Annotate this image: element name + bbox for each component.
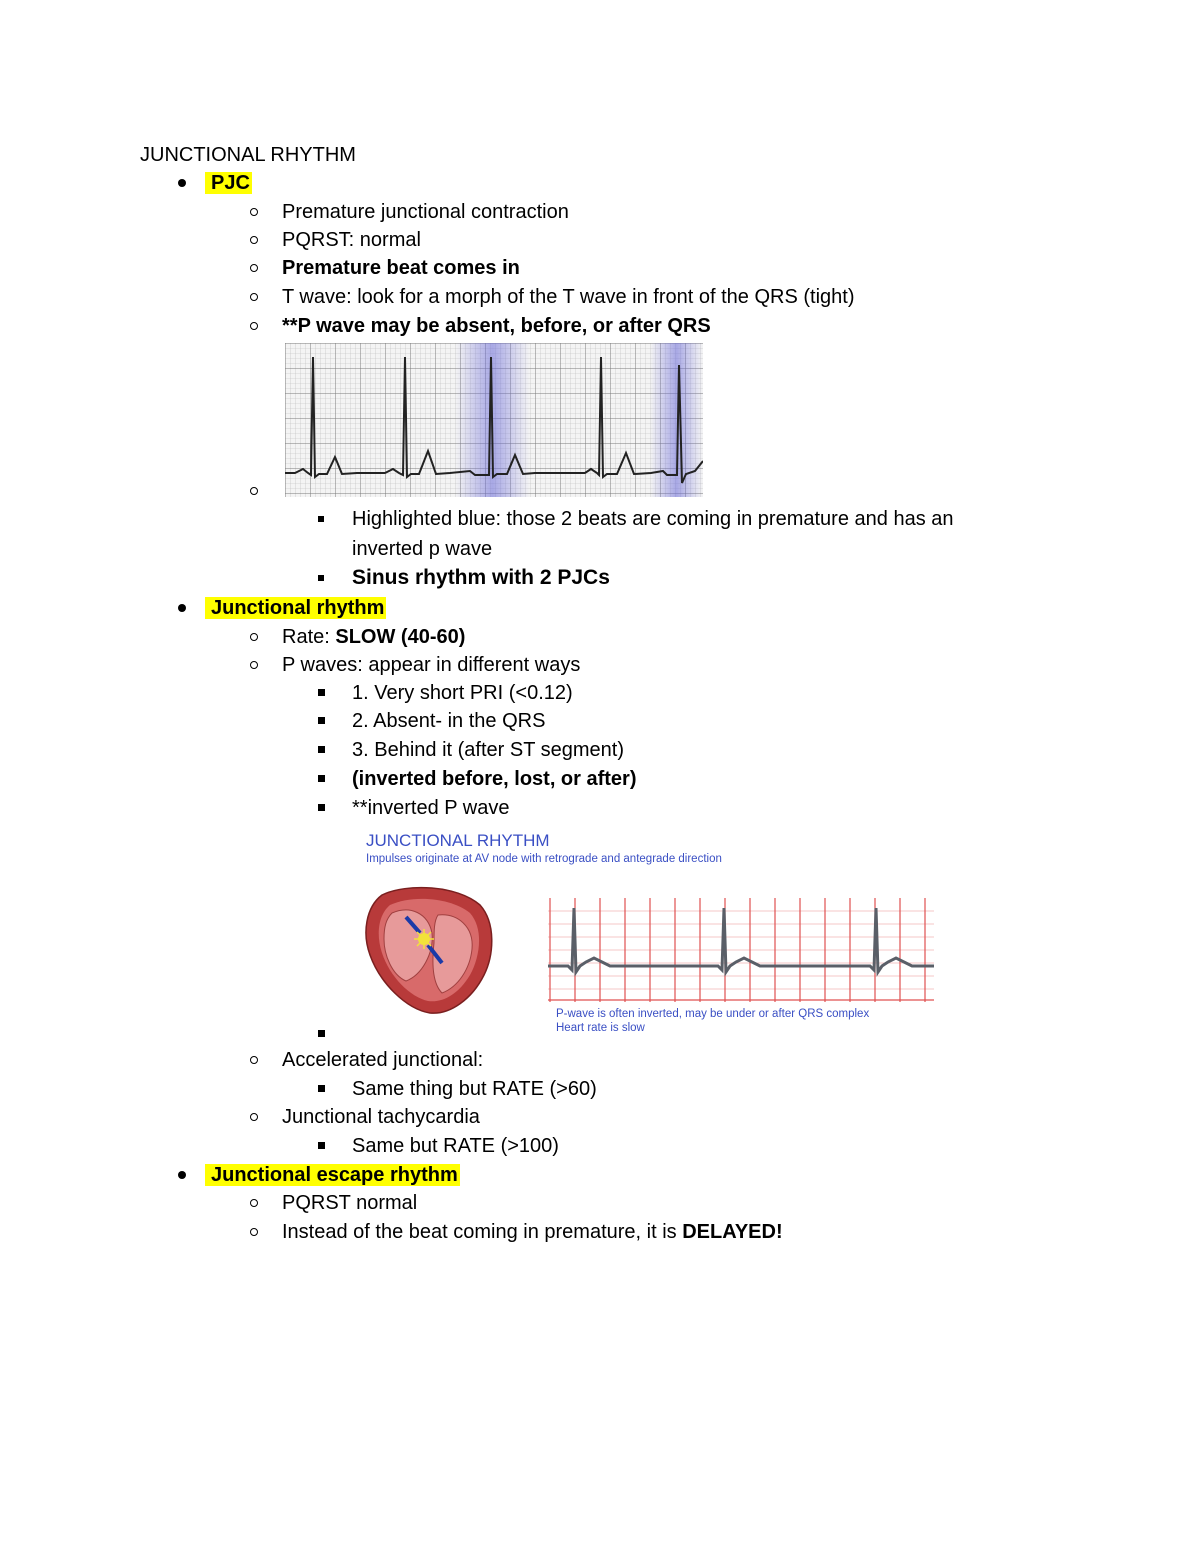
bullet-circle-icon xyxy=(250,633,258,641)
escape-item-1: PQRST normal xyxy=(282,1192,418,1214)
pjc-item-3: Premature beat comes in xyxy=(282,257,520,279)
junctional-heading-text: Junctional rhythm xyxy=(205,597,386,619)
accelerated-sub: Same thing but RATE (>60) xyxy=(352,1078,597,1100)
bullet-square-icon xyxy=(318,1030,325,1037)
escape-item-2 xyxy=(282,1220,783,1244)
pjc-heading-text: PJC xyxy=(205,172,252,194)
accelerated-line: Accelerated junctional: xyxy=(282,1049,484,1071)
pwave-item-1: 1. Very short PRI (<0.12) xyxy=(352,682,573,704)
bullet-square-icon xyxy=(318,746,325,753)
page-title: JUNCTIONAL RHYTHM xyxy=(140,144,356,166)
bullet-circle-icon xyxy=(250,322,258,330)
bullet-circle-icon xyxy=(250,236,258,244)
bullet-square-icon xyxy=(318,775,325,782)
bullet-square-icon xyxy=(318,516,324,522)
bullet-dot-icon xyxy=(178,179,186,187)
heart-diagram-image xyxy=(362,883,496,1017)
pjc-item-2: PQRST: normal xyxy=(282,229,421,251)
figure-subtitle: Impulses originate at AV node with retrograde and antegrade direction xyxy=(366,853,722,865)
ecg-strip-pjc-image xyxy=(285,343,703,497)
escape-heading xyxy=(205,1163,460,1187)
tachy-sub: Same but RATE (>100) xyxy=(352,1135,559,1157)
bullet-square-icon xyxy=(318,575,324,581)
bullet-circle-icon xyxy=(250,208,258,216)
rate-value: SLOW (40-60) xyxy=(335,626,466,648)
pjc-item-4: T wave: look for a morph of the T wave in front of the QRS (tight) xyxy=(282,286,855,308)
figure-caption-2: Heart rate is slow xyxy=(556,1022,645,1034)
figure-caption-1: P-wave is often inverted, may be under or after QRS complex xyxy=(556,1008,870,1020)
bullet-square-icon xyxy=(318,1142,325,1149)
bullet-square-icon xyxy=(318,1085,325,1092)
pwave-item-3: 3. Behind it (after ST segment) xyxy=(352,739,624,761)
pwave-item-5: **inverted P wave xyxy=(352,797,510,819)
bullet-circle-icon xyxy=(250,661,258,669)
bullet-circle-icon xyxy=(250,264,258,272)
bullet-circle-icon xyxy=(250,1199,258,1207)
pwave-item-4: (inverted before, lost, or after) xyxy=(352,768,637,790)
pjc-note-line-1: Highlighted blue: those 2 beats are coming in premature and has an xyxy=(352,508,954,530)
pjc-note-bold: Sinus rhythm with 2 PJCs xyxy=(352,566,610,589)
escape-item-2-bold: DELAYED! xyxy=(682,1221,783,1243)
bullet-circle-icon xyxy=(250,1056,258,1064)
escape-item-2-text: Instead of the beat coming in premature, it is xyxy=(282,1221,683,1243)
pwave-item-2: 2. Absent- in the QRS xyxy=(352,710,546,732)
bullet-dot-icon xyxy=(178,604,186,612)
escape-heading-text: Junctional escape rhythm xyxy=(205,1164,460,1186)
tachy-line: Junctional tachycardia xyxy=(282,1106,480,1128)
pjc-item-1: Premature junctional contraction xyxy=(282,201,569,223)
junctional-ecg-strip-image xyxy=(548,898,934,1002)
bullet-circle-icon xyxy=(250,487,258,495)
bullet-circle-icon xyxy=(250,1113,258,1121)
rate-line xyxy=(282,625,465,649)
bullet-circle-icon xyxy=(250,1228,258,1236)
figure-title: JUNCTIONAL RHYTHM xyxy=(366,831,550,850)
pwaves-line: P waves: appear in different ways xyxy=(282,654,581,676)
pjc-note-line-2: inverted p wave xyxy=(352,538,493,560)
bullet-square-icon xyxy=(318,804,325,811)
bullet-dot-icon xyxy=(178,1171,186,1179)
pjc-heading xyxy=(205,171,252,195)
bullet-circle-icon xyxy=(250,293,258,301)
pjc-item-5: **P wave may be absent, before, or after QRS xyxy=(282,315,711,337)
bullet-square-icon xyxy=(318,717,325,724)
bullet-square-icon xyxy=(318,689,325,696)
rate-label: Rate: xyxy=(282,626,336,648)
junctional-heading xyxy=(205,596,386,620)
